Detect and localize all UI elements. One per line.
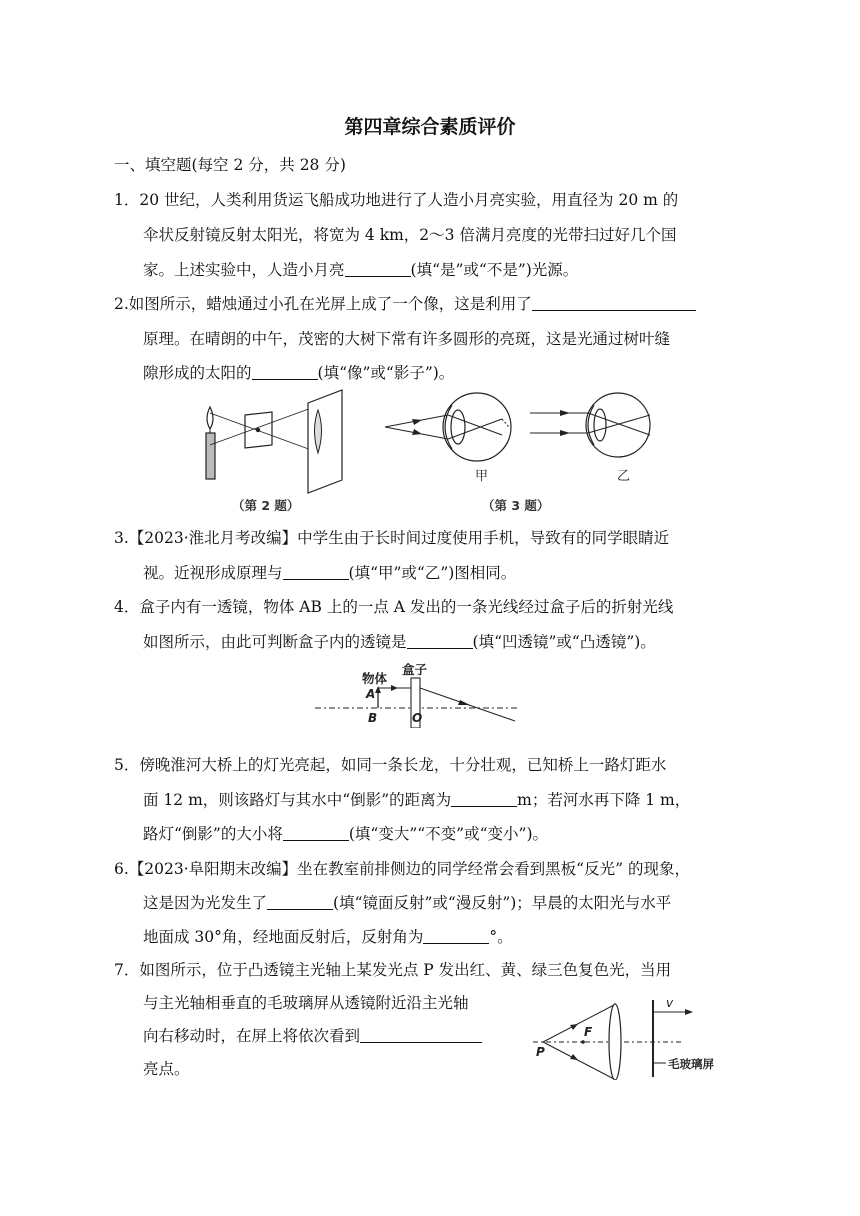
question-6-text-3a: 地面成 30°角，经地面反射后，反射角为 — [143, 928, 424, 946]
section-heading: 一、填空题(每空 2 分，共 28 分) — [114, 156, 346, 174]
convex-lens-screen-figure — [528, 995, 733, 1080]
eye-diagram-jia — [385, 393, 511, 484]
question-2-number: 2. — [114, 295, 129, 313]
label-yi: 乙 — [617, 469, 631, 484]
question-3-line-1 — [114, 528, 669, 548]
eye-diagram-yi — [530, 393, 650, 484]
question-6-answer-blank-1[interactable] — [267, 894, 333, 910]
label-f: F — [584, 1025, 593, 1039]
question-5-line-3 — [143, 824, 548, 844]
box-lens-figure — [310, 658, 525, 728]
question-5-answer-blank-1[interactable] — [451, 791, 517, 807]
question-4-line-2 — [143, 632, 656, 652]
question-4-text-1: 盒子内有一透镜，物体 AB 上的一点 A 发出的一条光线经过盒子后的折射光线 — [139, 598, 674, 616]
question-2-line-2: 原理。在晴朗的中午，茂密的大树下常有许多圆形的亮斑，这是光通过树叶缝 — [143, 330, 671, 348]
question-7-line-2: 与主光轴相垂直的毛玻璃屏从透镜附近沿主光轴 — [143, 994, 469, 1012]
question-3-number: 3. — [114, 529, 129, 547]
question-2-line-3 — [143, 363, 454, 383]
eyeball-yi — [586, 393, 650, 457]
question-4-text-2b: (填“凹透镜”或“凸透镜”)。 — [472, 633, 656, 651]
question-6-line-2 — [143, 893, 671, 913]
label-o: O — [412, 711, 423, 725]
question-5-text-3a: 路灯“倒影”的大小将 — [143, 825, 283, 843]
question-4-answer-blank[interactable] — [407, 633, 473, 649]
question-6-line-3 — [143, 927, 513, 947]
question-2-line-1 — [114, 294, 696, 314]
candle-flame — [207, 407, 213, 429]
figure-caption-2: （第 2 题） — [232, 498, 300, 513]
candle — [206, 433, 215, 479]
question-3-line-2 — [143, 563, 516, 583]
label-jia: 甲 — [475, 469, 489, 484]
question-2-answer-blank-2[interactable] — [252, 364, 318, 380]
question-1-text-3b: (填“是”或“不是”)光源。 — [410, 261, 579, 279]
label-hezi: 盒子 — [402, 662, 428, 677]
question-4-number: 4． — [114, 598, 140, 616]
question-7-answer-blank[interactable] — [360, 1027, 482, 1043]
question-2-text-3b: (填“像”或“影子”)。 — [317, 364, 455, 382]
question-7-line-3 — [143, 1026, 482, 1046]
question-7-text-3: 向右移动时，在屏上将依次看到 — [143, 1027, 361, 1045]
question-5-text-1: 傍晚淮河大桥上的灯光亮起，如同一条长龙，十分壮观，已知桥上一路灯距水 — [139, 756, 667, 774]
question-1-line-2: 伞状反射镜反射太阳光，将宽为 4 km，2～3 倍满月亮度的光带扫过好几个国 — [143, 226, 677, 244]
pinhole-camera-figure — [206, 390, 342, 513]
question-6-answer-blank-2[interactable] — [423, 928, 489, 944]
label-wuti: 物体 — [362, 671, 388, 686]
question-1-text-1: 20 世纪，人类利用货运飞船成功地进行了人造小月亮实验，用直径为 20 m 的 — [139, 191, 679, 209]
question-5-text-2b: m；若河水再下降 1 m， — [517, 791, 691, 809]
question-5-number: 5． — [114, 756, 140, 774]
focus-point — [581, 1040, 585, 1044]
question-4-text-2a: 如图所示，由此可判断盒子内的透镜是 — [143, 633, 407, 651]
question-7-line-1 — [114, 960, 671, 980]
label-b: B — [368, 711, 378, 725]
label-p: P — [536, 1045, 545, 1059]
question-5-text-2a: 面 12 m，则该路灯与其水中“倒影”的距离为 — [143, 791, 452, 809]
question-1-text-3a: 家。上述实验中，人造小月亮 — [143, 261, 345, 279]
question-1-line-1 — [114, 190, 678, 210]
question-6-text-2a: 这是因为光发生了 — [143, 894, 268, 912]
question-3-text-2a: 视。近视形成原理与 — [143, 564, 283, 582]
question-1-line-3 — [143, 260, 578, 280]
question-7-text-1: 如图所示，位于凸透镜主光轴上某发光点 P 发出红、黄、绿三色复色光，当用 — [139, 961, 672, 979]
question-1-number: 1． — [114, 191, 140, 209]
question-7-number: 7． — [114, 961, 140, 979]
convex-lens — [609, 1004, 621, 1080]
question-5-answer-blank-2[interactable] — [283, 825, 349, 841]
question-6-text-2b: (填“镜面反射”或“漫反射”)；早晨的太阳光与水平 — [333, 894, 672, 912]
question-1-answer-blank[interactable] — [345, 261, 411, 277]
question-2-text-1: 如图所示，蜡烛通过小孔在光屏上成了一个像，这是利用了 — [128, 295, 532, 313]
eyeball-jia — [443, 393, 511, 461]
question-6-number: 6. — [114, 860, 129, 878]
question-4-line-1 — [114, 597, 673, 617]
question-3-answer-blank[interactable] — [283, 564, 349, 580]
question-2-text-3a: 隙形成的太阳的 — [143, 364, 252, 382]
label-a: A — [366, 687, 376, 701]
question-6-text-3b: °。 — [489, 928, 513, 946]
question-5-line-1 — [114, 755, 666, 775]
figure-caption-3: （第 3 题） — [482, 498, 550, 513]
question-7-line-4: 亮点。 — [143, 1060, 190, 1078]
question-3-text-1: 【2023·淮北月考改编】中学生由于长时间过度使用手机，导致有的同学眼睛近 — [128, 529, 670, 547]
question-5-line-2 — [143, 790, 690, 810]
question-6-line-1 — [114, 859, 690, 879]
figures-q2-q3 — [190, 385, 750, 520]
question-5-text-3b: (填“变大”“不变”或“变小”)。 — [348, 825, 548, 843]
question-6-text-1: 【2023·阜阳期末改编】坐在教室前排侧边的同学经常会看到黑板“反光” 的现象， — [128, 860, 690, 878]
lens-yi — [594, 409, 606, 441]
lens-jia — [451, 410, 465, 444]
label-screen: 毛玻璃屏 — [668, 1057, 714, 1071]
screen — [308, 390, 342, 493]
question-3-text-2b: (填“甲”或“乙”)图相同。 — [348, 564, 517, 582]
label-v: v — [666, 996, 674, 1010]
question-2-answer-blank-1[interactable] — [532, 295, 696, 311]
page-title: 第四章综合素质评价 — [344, 116, 516, 138]
